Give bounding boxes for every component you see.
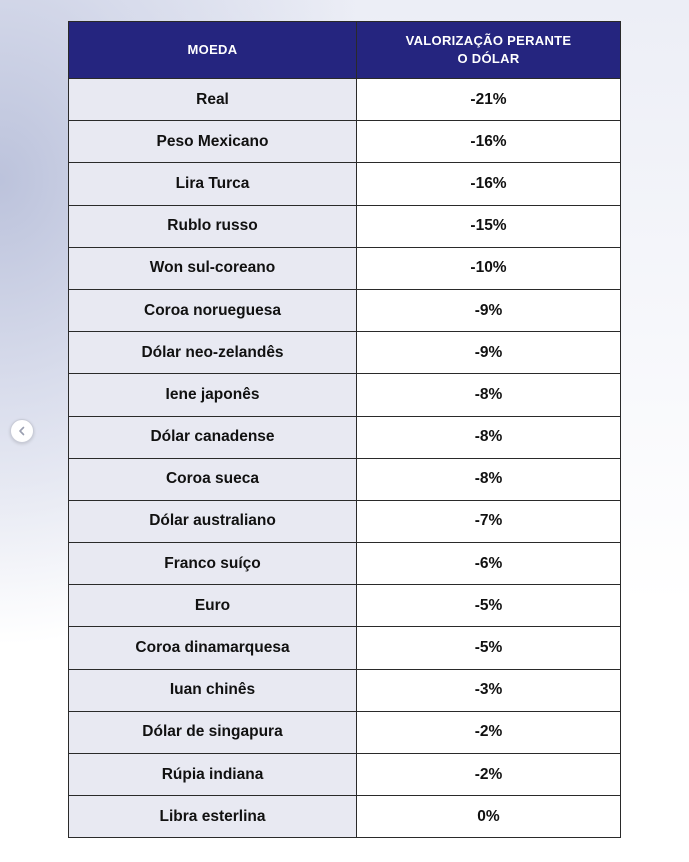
currency-cell: Euro <box>69 585 357 627</box>
currency-table <box>68 21 621 838</box>
table-row <box>69 163 621 205</box>
table-row <box>69 289 621 331</box>
table-row <box>69 79 621 121</box>
appreciation-cell: -2% <box>357 754 621 796</box>
appreciation-cell: -21% <box>357 79 621 121</box>
appreciation-cell: -3% <box>357 669 621 711</box>
appreciation-cell: -5% <box>357 627 621 669</box>
header-appreciation-line1: VALORIZAÇÃO PERANTE <box>405 33 572 48</box>
table-row <box>69 121 621 163</box>
table-row <box>69 627 621 669</box>
carousel-prev-button[interactable] <box>10 419 34 443</box>
appreciation-cell: -6% <box>357 543 621 585</box>
currency-cell: Rublo russo <box>69 205 357 247</box>
appreciation-cell: -9% <box>357 289 621 331</box>
appreciation-cell: -5% <box>357 585 621 627</box>
appreciation-cell: -8% <box>357 458 621 500</box>
currency-cell: Dólar neo-zelandês <box>69 332 357 374</box>
currency-cell: Real <box>69 79 357 121</box>
table-row <box>69 416 621 458</box>
currency-cell: Libra esterlina <box>69 796 357 838</box>
appreciation-cell: -15% <box>357 205 621 247</box>
appreciation-cell: -8% <box>357 374 621 416</box>
currency-cell: Franco suíço <box>69 543 357 585</box>
table-row <box>69 796 621 838</box>
appreciation-cell: 0% <box>357 796 621 838</box>
appreciation-cell: -7% <box>357 500 621 542</box>
appreciation-cell: -16% <box>357 163 621 205</box>
appreciation-cell: -10% <box>357 247 621 289</box>
table-row <box>69 458 621 500</box>
chevron-left-icon <box>16 425 28 437</box>
table-row <box>69 585 621 627</box>
currency-cell: Rúpia indiana <box>69 754 357 796</box>
currency-cell: Iuan chinês <box>69 669 357 711</box>
table-row <box>69 247 621 289</box>
table-row <box>69 332 621 374</box>
currency-cell: Coroa norueguesa <box>69 289 357 331</box>
currency-cell: Coroa dinamarquesa <box>69 627 357 669</box>
table-header-row <box>69 22 621 79</box>
header-currency: MOEDA <box>69 22 357 79</box>
appreciation-cell: -16% <box>357 121 621 163</box>
currency-cell: Dólar australiano <box>69 500 357 542</box>
currency-cell: Dólar canadense <box>69 416 357 458</box>
appreciation-cell: -2% <box>357 711 621 753</box>
appreciation-cell: -8% <box>357 416 621 458</box>
currency-cell: Iene japonês <box>69 374 357 416</box>
table-row <box>69 500 621 542</box>
table-row <box>69 754 621 796</box>
table-row <box>69 711 621 753</box>
header-appreciation-line2: O DÓLAR <box>457 51 520 66</box>
header-appreciation <box>357 22 621 79</box>
table-row <box>69 205 621 247</box>
currency-cell: Coroa sueca <box>69 458 357 500</box>
table-row <box>69 374 621 416</box>
currency-cell: Peso Mexicano <box>69 121 357 163</box>
table-row <box>69 543 621 585</box>
table-row <box>69 669 621 711</box>
currency-cell: Won sul-coreano <box>69 247 357 289</box>
appreciation-cell: -9% <box>357 332 621 374</box>
currency-cell: Lira Turca <box>69 163 357 205</box>
currency-cell: Dólar de singapura <box>69 711 357 753</box>
